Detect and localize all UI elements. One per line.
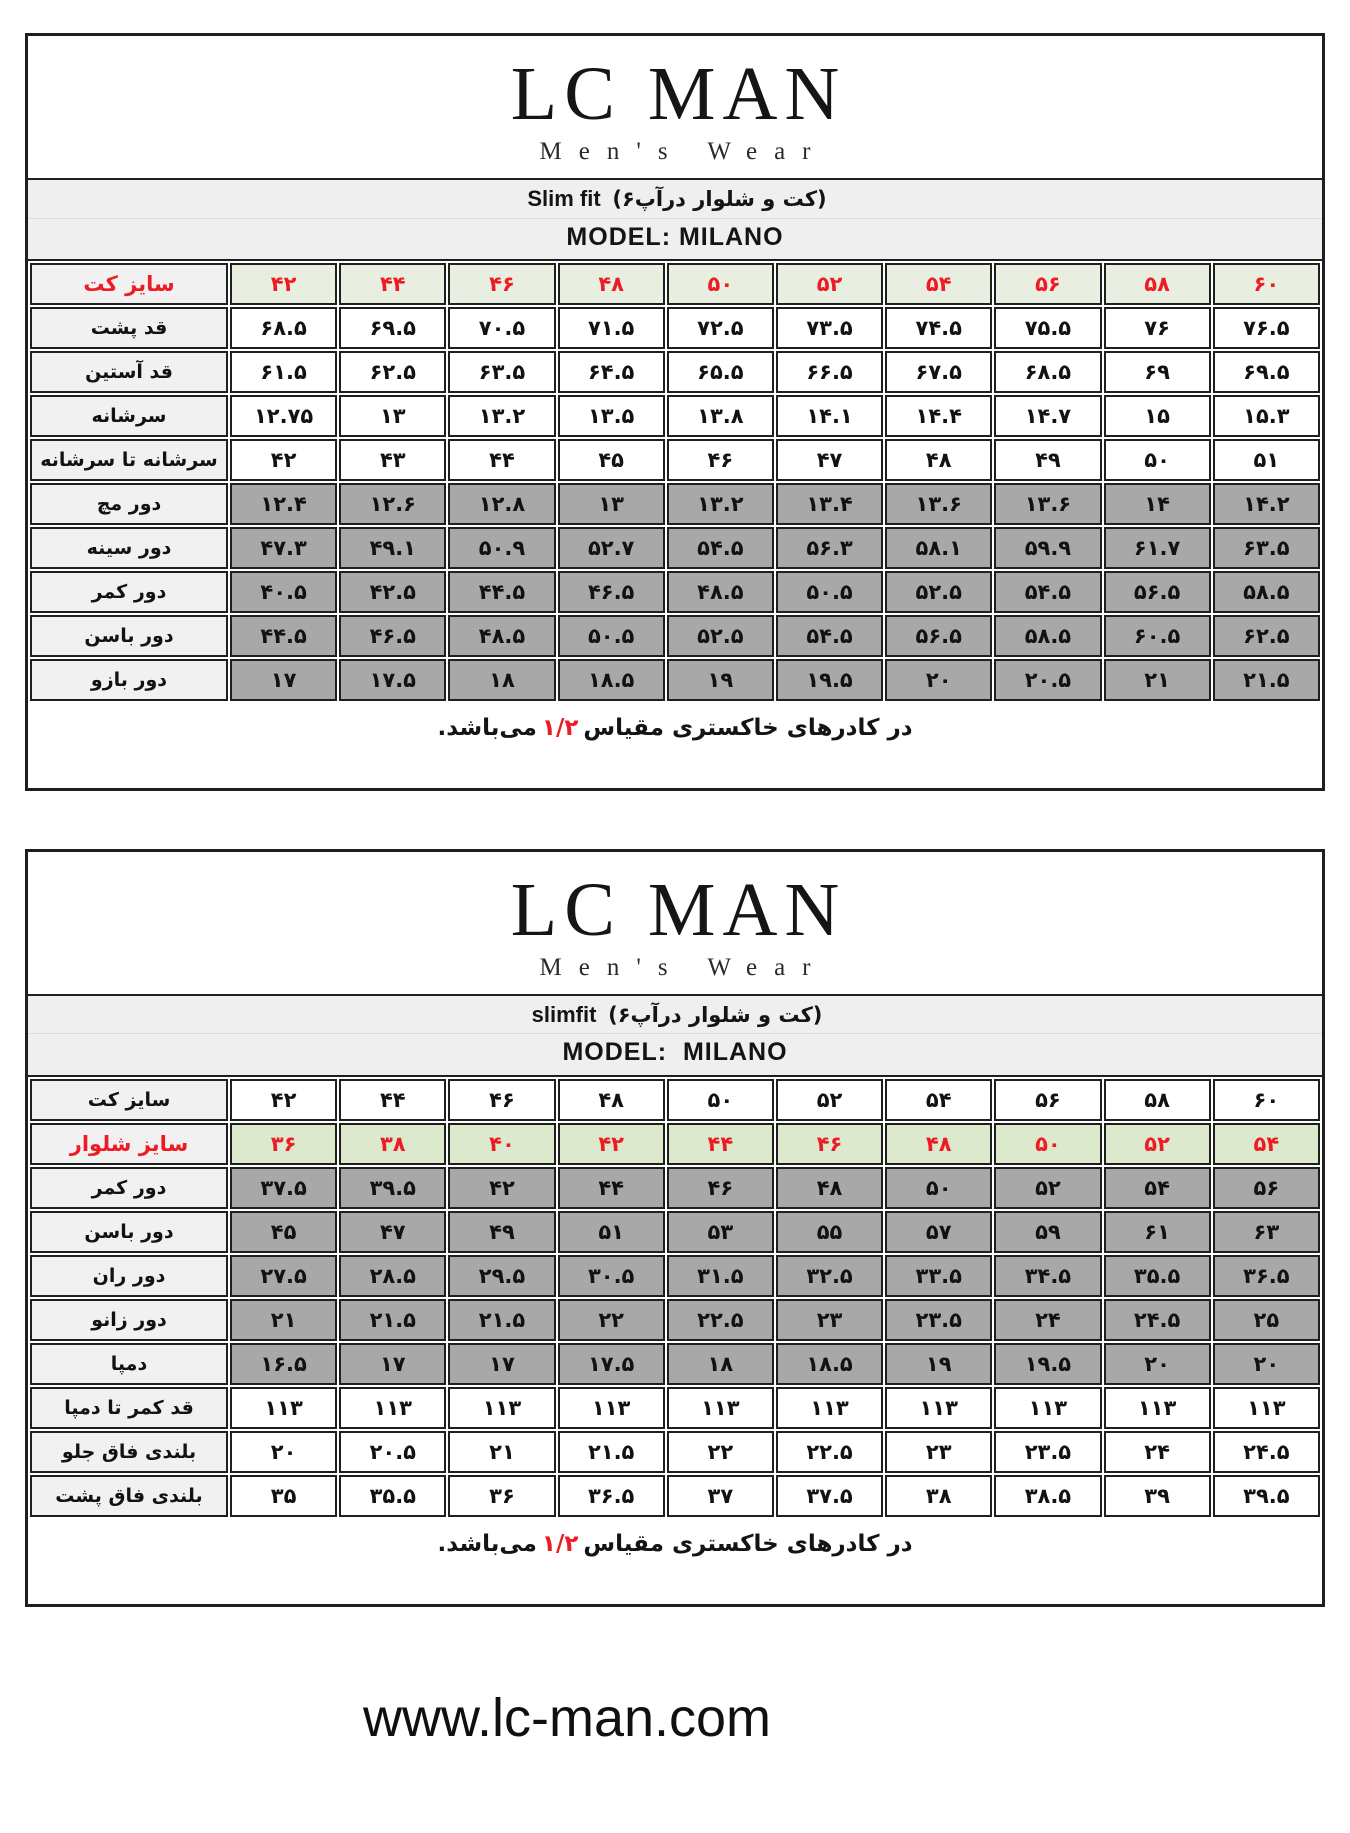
row-label: دور ران xyxy=(30,1255,228,1297)
size-cell: ۱۳.۲ xyxy=(448,395,555,437)
size-cell: ۲۴.۵ xyxy=(1213,1431,1320,1473)
size-cell: ۴۴.۵ xyxy=(448,571,555,613)
size-cell: ۲۴.۵ xyxy=(1104,1299,1211,1341)
size-cell: ۳۸ xyxy=(885,1475,992,1517)
size-row xyxy=(30,1431,1320,1473)
size-cell: ۵۴ xyxy=(885,263,992,305)
row-label: دور کمر xyxy=(30,571,228,613)
row-label: دور کمر xyxy=(30,1167,228,1209)
row-label: سایز کت xyxy=(30,263,228,305)
size-cell: ۵۵ xyxy=(776,1211,883,1253)
size-row xyxy=(30,1299,1320,1341)
size-cell: ۲۳.۵ xyxy=(885,1299,992,1341)
size-cell: ۲۰ xyxy=(1104,1343,1211,1385)
size-cell: ۷۵.۵ xyxy=(994,307,1101,349)
size-cell: ۱۱۳ xyxy=(776,1387,883,1429)
subtitle-fa: (کت و شلوار درآپ۶) xyxy=(608,1002,823,1027)
size-cell: ۵۴.۵ xyxy=(667,527,774,569)
size-cell: ۶۰.۵ xyxy=(1104,615,1211,657)
size-cell: ۱۹.۵ xyxy=(994,1343,1101,1385)
size-cell: ۴۸ xyxy=(558,263,665,305)
size-cell: ۱۴ xyxy=(1104,483,1211,525)
row-label: قد کمر تا دمپا xyxy=(30,1387,228,1429)
size-cell: ۱۲.۸ xyxy=(448,483,555,525)
size-cell: ۵۳ xyxy=(667,1211,774,1253)
size-cell: ۶۶.۵ xyxy=(776,351,883,393)
size-cell: ۴۶.۵ xyxy=(339,615,446,657)
size-cell: ۶۳.۵ xyxy=(448,351,555,393)
size-cell: ۱۷.۵ xyxy=(339,659,446,701)
brand-logo-text: LC MAN xyxy=(510,52,847,136)
brand-logo xyxy=(28,852,1322,994)
size-cell: ۴۶ xyxy=(448,263,555,305)
size-cell: ۲۰.۵ xyxy=(994,659,1101,701)
size-cell: ۲۱ xyxy=(230,1299,337,1341)
size-cell: ۳۷.۵ xyxy=(776,1475,883,1517)
size-cell: ۱۳.۸ xyxy=(667,395,774,437)
size-cell: ۴۲ xyxy=(230,263,337,305)
size-cell: ۴۸ xyxy=(885,1123,992,1165)
size-cell: ۵۸ xyxy=(1104,1079,1211,1121)
size-row xyxy=(30,1343,1320,1385)
size-cell: ۵۰ xyxy=(885,1167,992,1209)
note-prefix: در کادرهای خاکستری مقیاس xyxy=(583,714,913,741)
size-cell: ۱۱۳ xyxy=(558,1387,665,1429)
size-row xyxy=(30,1387,1320,1429)
size-cell: ۴۲ xyxy=(448,1167,555,1209)
size-cell: ۲۲.۵ xyxy=(776,1431,883,1473)
size-cell: ۳۰.۵ xyxy=(558,1255,665,1297)
size-cell: ۴۶ xyxy=(667,439,774,481)
size-cell: ۱۱۳ xyxy=(230,1387,337,1429)
size-cell: ۵۴.۵ xyxy=(776,615,883,657)
brand-tagline: Men's Wear xyxy=(539,953,828,981)
size-cell: ۷۱.۵ xyxy=(558,307,665,349)
size-cell: ۵۴ xyxy=(885,1079,992,1121)
size-cell: ۲۰.۵ xyxy=(339,1431,446,1473)
size-cell: ۶۲.۵ xyxy=(339,351,446,393)
size-cell: ۴۹ xyxy=(994,439,1101,481)
size-cell: ۵۲ xyxy=(994,1167,1101,1209)
note-suffix: می‌باشد. xyxy=(437,1530,537,1557)
trouser-size-chart xyxy=(25,849,1325,1607)
size-cell: ۲۱.۵ xyxy=(1213,659,1320,701)
size-cell: ۶۲.۵ xyxy=(1213,615,1320,657)
size-cell: ۵۱ xyxy=(558,1211,665,1253)
row-label: دور باسن xyxy=(30,615,228,657)
brand-tagline: Men's Wear xyxy=(539,138,828,165)
size-cell: ۶۹.۵ xyxy=(339,307,446,349)
size-cell: ۶۸.۵ xyxy=(994,351,1101,393)
size-cell: ۳۸.۵ xyxy=(994,1475,1101,1517)
size-row xyxy=(30,1255,1320,1297)
size-cell: ۳۵.۵ xyxy=(339,1475,446,1517)
size-cell: ۱۴.۴ xyxy=(885,395,992,437)
size-cell: ۵۷ xyxy=(885,1211,992,1253)
size-cell: ۵۴ xyxy=(1213,1123,1320,1165)
size-cell: ۱۸.۵ xyxy=(776,1343,883,1385)
size-cell: ۵۸.۱ xyxy=(885,527,992,569)
size-cell: ۲۵ xyxy=(1213,1299,1320,1341)
scale-note xyxy=(28,1519,1322,1604)
size-cell: ۱۷.۵ xyxy=(558,1343,665,1385)
size-cell: ۴۸ xyxy=(776,1167,883,1209)
note-fraction: ۱/۲ xyxy=(541,714,579,741)
size-cell: ۱۷ xyxy=(448,1343,555,1385)
size-cell: ۵۰ xyxy=(667,1079,774,1121)
size-cell: ۲۱.۵ xyxy=(448,1299,555,1341)
size-cell: ۱۳.۵ xyxy=(558,395,665,437)
size-cell: ۲۰ xyxy=(230,1431,337,1473)
size-cell: ۵۰.۹ xyxy=(448,527,555,569)
title-strips xyxy=(28,178,1322,261)
size-cell: ۵۲ xyxy=(1104,1123,1211,1165)
size-cell: ۶۹ xyxy=(1104,351,1211,393)
row-label: قد پشت xyxy=(30,307,228,349)
row-label: قد آستین xyxy=(30,351,228,393)
size-cell: ۲۳ xyxy=(885,1431,992,1473)
size-cell: ۱۴.۷ xyxy=(994,395,1101,437)
size-cell: ۲۴ xyxy=(994,1299,1101,1341)
size-cell: ۵۹.۹ xyxy=(994,527,1101,569)
title-strips xyxy=(28,994,1322,1077)
size-row xyxy=(30,1079,1320,1121)
size-cell: ۶۱ xyxy=(1104,1211,1211,1253)
size-cell: ۴۴ xyxy=(448,439,555,481)
size-cell: ۷۶.۵ xyxy=(1213,307,1320,349)
size-cell: ۶۱.۵ xyxy=(230,351,337,393)
size-cell: ۲۱.۵ xyxy=(339,1299,446,1341)
size-cell: ۲۷.۵ xyxy=(230,1255,337,1297)
size-cell: ۲۱ xyxy=(1104,659,1211,701)
size-row xyxy=(30,1211,1320,1253)
size-cell: ۳۱.۵ xyxy=(667,1255,774,1297)
size-cell: ۵۸ xyxy=(1104,263,1211,305)
size-cell: ۵۶ xyxy=(994,263,1101,305)
size-cell: ۶۷.۵ xyxy=(885,351,992,393)
size-cell: ۴۳ xyxy=(339,439,446,481)
size-row xyxy=(30,571,1320,613)
size-cell: ۴۴ xyxy=(339,1079,446,1121)
size-cell: ۳۷ xyxy=(667,1475,774,1517)
size-cell: ۱۸ xyxy=(667,1343,774,1385)
size-cell: ۷۲.۵ xyxy=(667,307,774,349)
jacket-size-table xyxy=(28,261,1322,703)
size-cell: ۶۸.۵ xyxy=(230,307,337,349)
size-cell: ۴۷ xyxy=(776,439,883,481)
size-cell: ۳۶.۵ xyxy=(1213,1255,1320,1297)
website-url: www.lc-man.com xyxy=(362,1687,772,1748)
row-label: سایز شلوار xyxy=(30,1123,228,1165)
size-cell: ۶۰ xyxy=(1213,1079,1320,1121)
row-label: دور مچ xyxy=(30,483,228,525)
size-cell: ۵۶.۵ xyxy=(885,615,992,657)
size-row xyxy=(30,307,1320,349)
size-cell: ۳۹ xyxy=(1104,1475,1211,1517)
size-cell: ۴۲.۵ xyxy=(339,571,446,613)
size-cell: ۴۲ xyxy=(230,1079,337,1121)
size-cell: ۱۵.۳ xyxy=(1213,395,1320,437)
size-row xyxy=(30,659,1320,701)
size-cell: ۱۱۳ xyxy=(667,1387,774,1429)
size-cell: ۱۳.۲ xyxy=(667,483,774,525)
size-cell: ۱۳.۴ xyxy=(776,483,883,525)
size-cell: ۵۸.۵ xyxy=(1213,571,1320,613)
size-cell: ۱۳ xyxy=(558,483,665,525)
size-cell: ۴۴ xyxy=(558,1167,665,1209)
size-cell: ۲۳.۵ xyxy=(994,1431,1101,1473)
size-cell: ۳۵.۵ xyxy=(1104,1255,1211,1297)
note-prefix: در کادرهای خاکستری مقیاس xyxy=(583,1530,913,1557)
size-cell: ۴۶ xyxy=(448,1079,555,1121)
size-cell: ۲۰ xyxy=(885,659,992,701)
size-cell: ۳۳.۵ xyxy=(885,1255,992,1297)
size-cell: ۶۰ xyxy=(1213,263,1320,305)
size-cell: ۱۱۳ xyxy=(339,1387,446,1429)
size-row xyxy=(30,351,1320,393)
size-cell: ۴۰ xyxy=(448,1123,555,1165)
size-cell: ۴۴ xyxy=(339,263,446,305)
size-cell: ۱۵ xyxy=(1104,395,1211,437)
size-cell: ۲۹.۵ xyxy=(448,1255,555,1297)
size-cell: ۶۵.۵ xyxy=(667,351,774,393)
size-cell: ۷۶ xyxy=(1104,307,1211,349)
size-cell: ۵۰ xyxy=(994,1123,1101,1165)
size-cell: ۷۰.۵ xyxy=(448,307,555,349)
size-cell: ۱۹ xyxy=(667,659,774,701)
size-cell: ۴۹ xyxy=(448,1211,555,1253)
size-cell: ۴۵ xyxy=(230,1211,337,1253)
size-cell: ۱۲.۴ xyxy=(230,483,337,525)
size-cell: ۵۲ xyxy=(776,263,883,305)
size-cell: ۴۲ xyxy=(558,1123,665,1165)
model-line: MODEL: MILANO xyxy=(28,218,1322,261)
subtitle-en: Slim fit xyxy=(527,186,601,211)
size-cell: ۲۲.۵ xyxy=(667,1299,774,1341)
size-cell: ۴۹.۱ xyxy=(339,527,446,569)
size-row xyxy=(30,1123,1320,1165)
size-row xyxy=(30,527,1320,569)
size-cell: ۱۱۳ xyxy=(994,1387,1101,1429)
size-cell: ۴۸ xyxy=(885,439,992,481)
size-cell: ۵۲.۵ xyxy=(667,615,774,657)
size-cell: ۳۶.۵ xyxy=(558,1475,665,1517)
size-cell: ۱۹ xyxy=(885,1343,992,1385)
size-cell: ۷۴.۵ xyxy=(885,307,992,349)
size-cell: ۴۸.۵ xyxy=(448,615,555,657)
jacket-size-chart xyxy=(25,33,1325,791)
size-cell: ۱۱۳ xyxy=(1213,1387,1320,1429)
size-cell: ۱۳ xyxy=(339,395,446,437)
brand-logo xyxy=(28,36,1322,178)
row-label: بلندی فاق جلو xyxy=(30,1431,228,1473)
size-cell: ۱۴.۱ xyxy=(776,395,883,437)
brand-logo-text: LC MAN xyxy=(510,867,847,952)
size-cell: ۵۲ xyxy=(776,1079,883,1121)
size-cell: ۳۶ xyxy=(448,1475,555,1517)
size-cell: ۵۰.۵ xyxy=(558,615,665,657)
size-cell: ۱۴.۲ xyxy=(1213,483,1320,525)
size-cell: ۴۷.۳ xyxy=(230,527,337,569)
size-cell: ۶۱.۷ xyxy=(1104,527,1211,569)
subtitle-fa: (کت و شلوار درآپ۶) xyxy=(612,187,827,211)
size-cell: ۵۶.۳ xyxy=(776,527,883,569)
row-label: دور باسن xyxy=(30,1211,228,1253)
size-cell: ۴۷ xyxy=(339,1211,446,1253)
row-label: سرشانه تا سرشانه xyxy=(30,439,228,481)
size-cell: ۶۳.۵ xyxy=(1213,527,1320,569)
size-cell: ۴۸ xyxy=(558,1079,665,1121)
size-cell: ۶۹.۵ xyxy=(1213,351,1320,393)
row-label: سایز کت xyxy=(30,1079,228,1121)
size-cell: ۲۰ xyxy=(1213,1343,1320,1385)
size-cell: ۴۵ xyxy=(558,439,665,481)
size-cell: ۱۸.۵ xyxy=(558,659,665,701)
size-cell: ۳۷.۵ xyxy=(230,1167,337,1209)
size-cell: ۱۳.۶ xyxy=(994,483,1101,525)
chart-subtitle xyxy=(28,996,1322,1034)
size-cell: ۱۳.۶ xyxy=(885,483,992,525)
size-cell: ۳۵ xyxy=(230,1475,337,1517)
size-cell: ۵۶.۵ xyxy=(1104,571,1211,613)
model-line: MODEL: MILANO xyxy=(28,1033,1322,1076)
trouser-size-table xyxy=(28,1077,1322,1519)
note-fraction: ۱/۲ xyxy=(541,1530,579,1557)
size-cell: ۳۸ xyxy=(339,1123,446,1165)
size-cell: ۲۴ xyxy=(1104,1431,1211,1473)
size-cell: ۲۲ xyxy=(558,1299,665,1341)
size-row xyxy=(30,395,1320,437)
size-cell: ۵۴ xyxy=(1104,1167,1211,1209)
size-cell: ۳۹.۵ xyxy=(1213,1475,1320,1517)
row-label: بلندی فاق پشت xyxy=(30,1475,228,1517)
size-cell: ۱۸ xyxy=(448,659,555,701)
chart-subtitle xyxy=(28,180,1322,218)
size-cell: ۵۹ xyxy=(994,1211,1101,1253)
size-row xyxy=(30,615,1320,657)
size-cell: ۳۹.۵ xyxy=(339,1167,446,1209)
size-cell: ۴۶ xyxy=(667,1167,774,1209)
size-cell: ۵۰.۵ xyxy=(776,571,883,613)
scale-note xyxy=(28,703,1322,788)
size-cell: ۳۴.۵ xyxy=(994,1255,1101,1297)
size-cell: ۵۸.۵ xyxy=(994,615,1101,657)
size-cell: ۴۰.۵ xyxy=(230,571,337,613)
size-cell: ۱۲.۷۵ xyxy=(230,395,337,437)
size-cell: ۱۱۳ xyxy=(1104,1387,1211,1429)
size-cell: ۴۲ xyxy=(230,439,337,481)
size-cell: ۷۳.۵ xyxy=(776,307,883,349)
size-cell: ۴۶ xyxy=(776,1123,883,1165)
size-cell: ۶۴.۵ xyxy=(558,351,665,393)
size-cell: ۴۶.۵ xyxy=(558,571,665,613)
size-cell: ۳۶ xyxy=(230,1123,337,1165)
size-cell: ۱۲.۶ xyxy=(339,483,446,525)
size-cell: ۵۶ xyxy=(1213,1167,1320,1209)
size-cell: ۱۷ xyxy=(230,659,337,701)
size-row xyxy=(30,483,1320,525)
size-cell: ۲۱ xyxy=(448,1431,555,1473)
subtitle-en: slimfit xyxy=(531,1001,597,1027)
size-cell: ۱۹.۵ xyxy=(776,659,883,701)
size-cell: ۲۳ xyxy=(776,1299,883,1341)
row-label: دور زانو xyxy=(30,1299,228,1341)
size-cell: ۱۱۳ xyxy=(885,1387,992,1429)
size-cell: ۵۲.۵ xyxy=(885,571,992,613)
size-cell: ۱۱۳ xyxy=(448,1387,555,1429)
size-cell: ۶۳ xyxy=(1213,1211,1320,1253)
size-cell: ۴۸.۵ xyxy=(667,571,774,613)
size-row xyxy=(30,439,1320,481)
size-cell: ۵۰ xyxy=(1104,439,1211,481)
size-cell: ۵۰ xyxy=(667,263,774,305)
size-row xyxy=(30,1167,1320,1209)
size-row xyxy=(30,263,1320,305)
size-cell: ۱۷ xyxy=(339,1343,446,1385)
size-cell: ۵۴.۵ xyxy=(994,571,1101,613)
size-cell: ۴۴ xyxy=(667,1123,774,1165)
size-cell: ۵۶ xyxy=(994,1079,1101,1121)
row-label: دور سینه xyxy=(30,527,228,569)
size-cell: ۳۲.۵ xyxy=(776,1255,883,1297)
size-cell: ۴۴.۵ xyxy=(230,615,337,657)
size-cell: ۲۲ xyxy=(667,1431,774,1473)
note-suffix: می‌باشد. xyxy=(437,714,537,741)
size-row xyxy=(30,1475,1320,1517)
size-cell: ۲۸.۵ xyxy=(339,1255,446,1297)
size-cell: ۵۱ xyxy=(1213,439,1320,481)
row-label: دور بازو xyxy=(30,659,228,701)
size-cell: ۵۲.۷ xyxy=(558,527,665,569)
size-cell: ۲۱.۵ xyxy=(558,1431,665,1473)
row-label: سرشانه xyxy=(30,395,228,437)
row-label: دمپا xyxy=(30,1343,228,1385)
size-cell: ۱۶.۵ xyxy=(230,1343,337,1385)
